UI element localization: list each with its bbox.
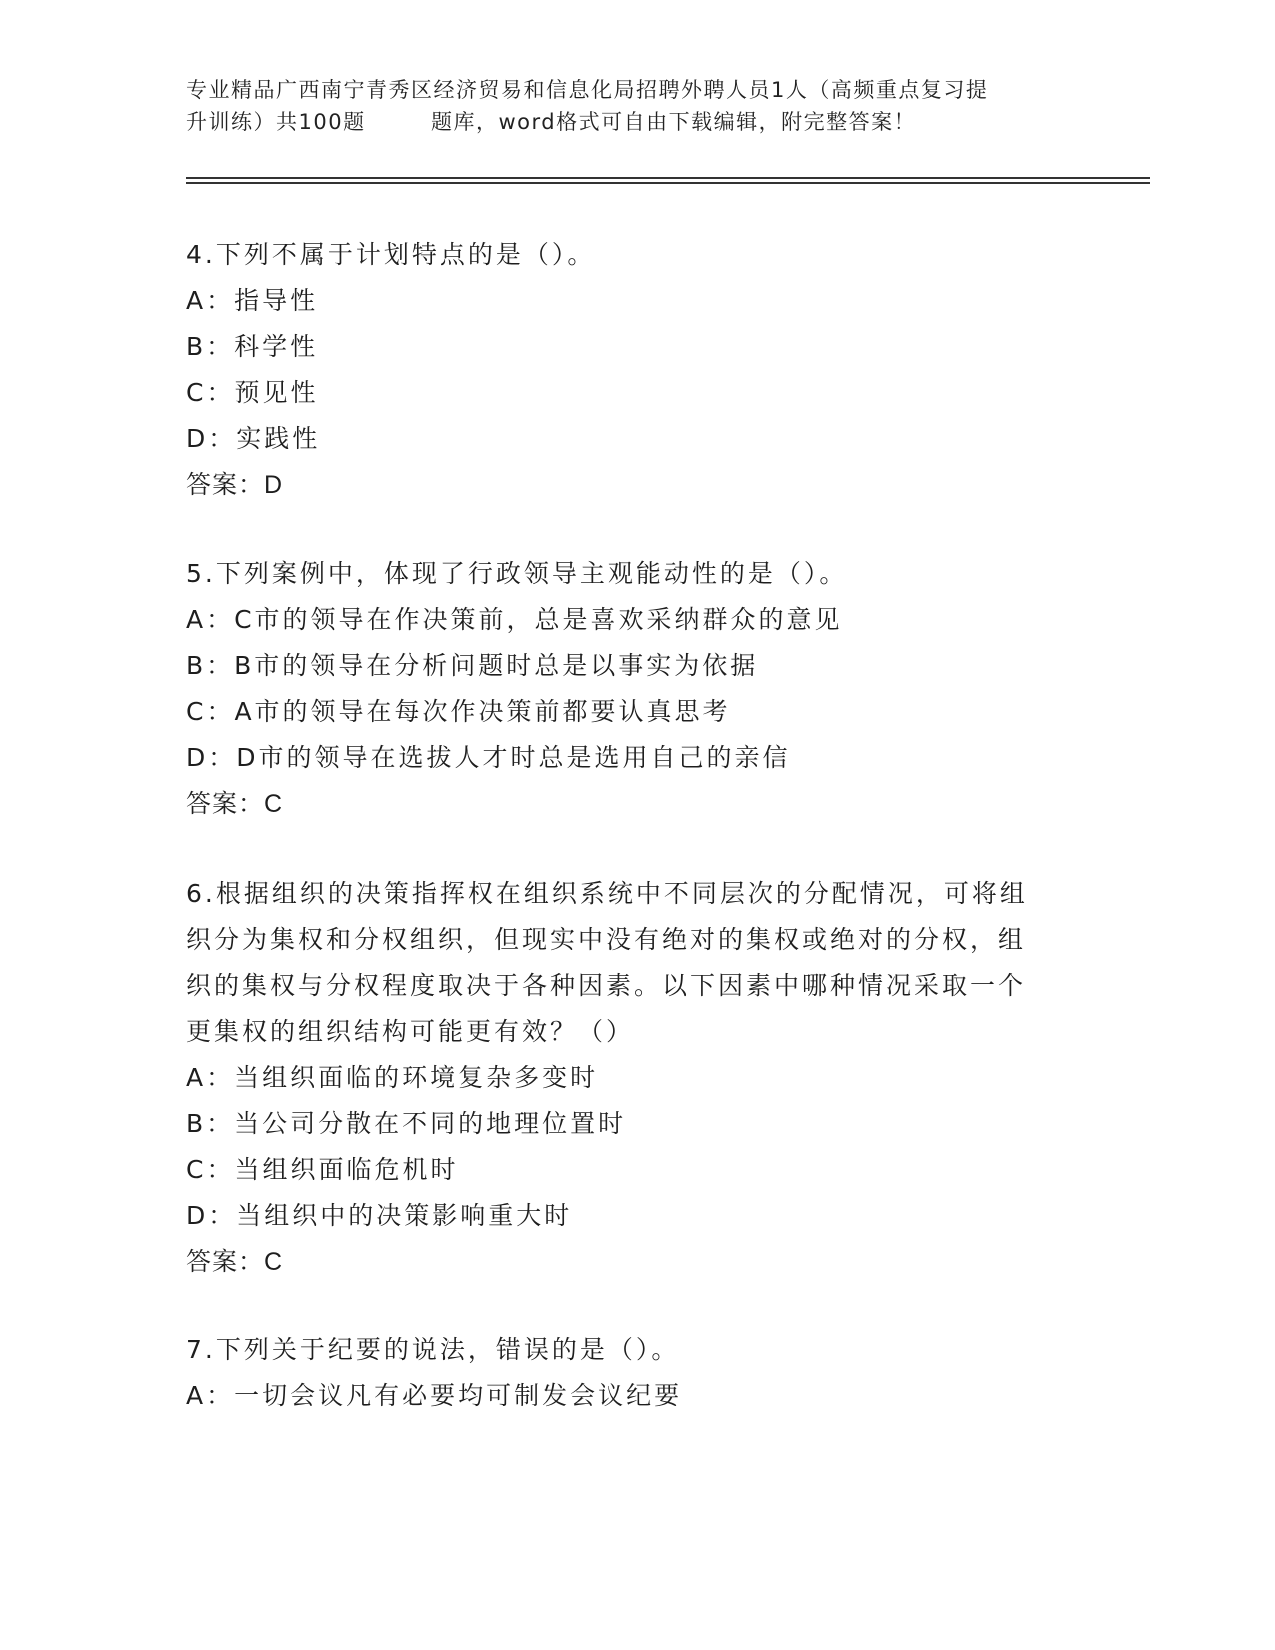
question-stem: 7.下列关于纪要的说法，错误的是（）。 — [186, 1335, 680, 1364]
header-divider-bottom — [186, 182, 1150, 184]
option-b: B：当公司分散在不同的地理位置时 — [186, 1109, 627, 1138]
option-d: D：D市的领导在选拔人才时总是选用自己的亲信 — [186, 743, 791, 772]
question-stem-line-2: 织分为集权和分权组织，但现实中没有绝对的集权或绝对的分权，组 — [186, 925, 1027, 954]
document-header — [186, 74, 1086, 138]
option-a: A：指导性 — [186, 286, 319, 315]
question-6 — [186, 871, 1086, 1285]
option-a: A：C市的领导在作决策前，总是喜欢采纳群众的意见 — [186, 605, 843, 634]
question-stem-line-4: 更集权的组织结构可能更有效？（） — [186, 1017, 635, 1046]
option-a: A：当组织面临的环境复杂多变时 — [186, 1063, 599, 1092]
option-d: D：当组织中的决策影响重大时 — [186, 1201, 573, 1230]
question-5 — [186, 551, 1086, 827]
question-stem-line-1: 6.根据组织的决策指挥权在组织系统中不同层次的分配情况，可将组 — [186, 879, 1028, 908]
question-stem-line-3: 织的集权与分权程度取决于各种因素。以下因素中哪种情况采取一个 — [186, 971, 1027, 1000]
option-c: C：预见性 — [186, 378, 319, 407]
header-line-2: 升训练）共100题 题库，word格式可自由下载编辑，附完整答案！ — [186, 110, 917, 134]
question-stem: 4.下列不属于计划特点的是（）。 — [186, 240, 596, 269]
header-divider-top — [186, 177, 1150, 179]
answer: 答案：D — [186, 471, 284, 499]
option-c: C：A市的领导在每次作决策前都要认真思考 — [186, 697, 731, 726]
option-b: B：科学性 — [186, 332, 319, 361]
question-7 — [186, 1327, 1086, 1419]
option-a: A：一切会议凡有必要均可制发会议纪要 — [186, 1381, 683, 1410]
option-d: D：实践性 — [186, 424, 321, 453]
question-stem: 5.下列案例中，体现了行政领导主观能动性的是（）。 — [186, 559, 848, 588]
header-line-1: 专业精品广西南宁青秀区经济贸易和信息化局招聘外聘人员1人（高频重点复习提 — [186, 78, 989, 102]
answer: 答案：C — [186, 1248, 284, 1276]
answer: 答案：C — [186, 790, 284, 818]
question-4 — [186, 232, 1086, 508]
option-c: C：当组织面临危机时 — [186, 1155, 459, 1184]
option-b: B：B市的领导在分析问题时总是以事实为依据 — [186, 651, 759, 680]
